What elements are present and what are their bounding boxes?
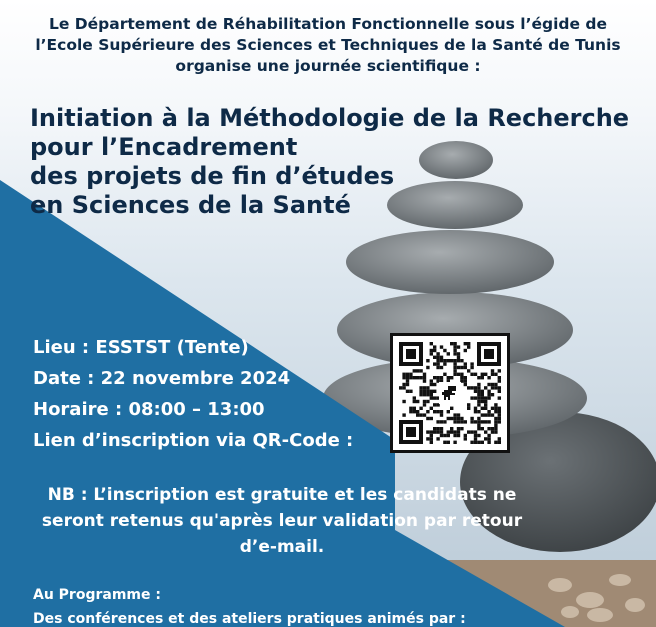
event-details <box>33 332 353 456</box>
qr-finder-bottom-left <box>399 420 423 444</box>
intro-text <box>20 14 636 77</box>
title-line-4: en Sciences de la Santé <box>30 191 351 219</box>
programme-heading: Au Programme : <box>33 587 161 603</box>
intro-line-2: l’Ecole Supérieure des Sciences et Techniques de la Santé de Tunis <box>35 36 621 54</box>
title-line-2: pour l’Encadrement <box>30 133 298 161</box>
qr-finder-top-right <box>477 342 501 366</box>
dinosaur-icon <box>439 382 461 404</box>
event-title <box>30 104 630 220</box>
note-line-2: seront retenus qu'après leur validation par retour <box>41 511 523 531</box>
note-line-3: d’e-mail. <box>239 537 325 557</box>
registration-note <box>22 482 542 560</box>
programme-section <box>33 583 466 627</box>
title-line-3: des projets de fin d’études <box>30 162 395 190</box>
venue: Lieu : ESSTST (Tente) <box>33 337 249 358</box>
registration-qr-code[interactable] <box>390 333 510 453</box>
registration-link-label: Lien d’inscription via QR-Code : <box>33 430 354 451</box>
title-line-1: Initiation à la Méthodologie de la Recherche <box>30 104 630 132</box>
programme-line-1: Des conférences et des ateliers pratiques animés par : <box>33 611 466 627</box>
date: Date : 22 novembre 2024 <box>33 368 291 389</box>
qr-finder-top-left <box>399 342 423 366</box>
intro-line-1: Le Département de Réhabilitation Fonctionnelle sous l’égide de <box>48 15 608 33</box>
schedule: Horaire : 08:00 – 13:00 <box>33 399 265 420</box>
intro-line-3: organise une journée scientifique : <box>175 57 481 75</box>
note-line-1: NB : L’inscription est gratuite et les candidats ne <box>47 485 517 505</box>
